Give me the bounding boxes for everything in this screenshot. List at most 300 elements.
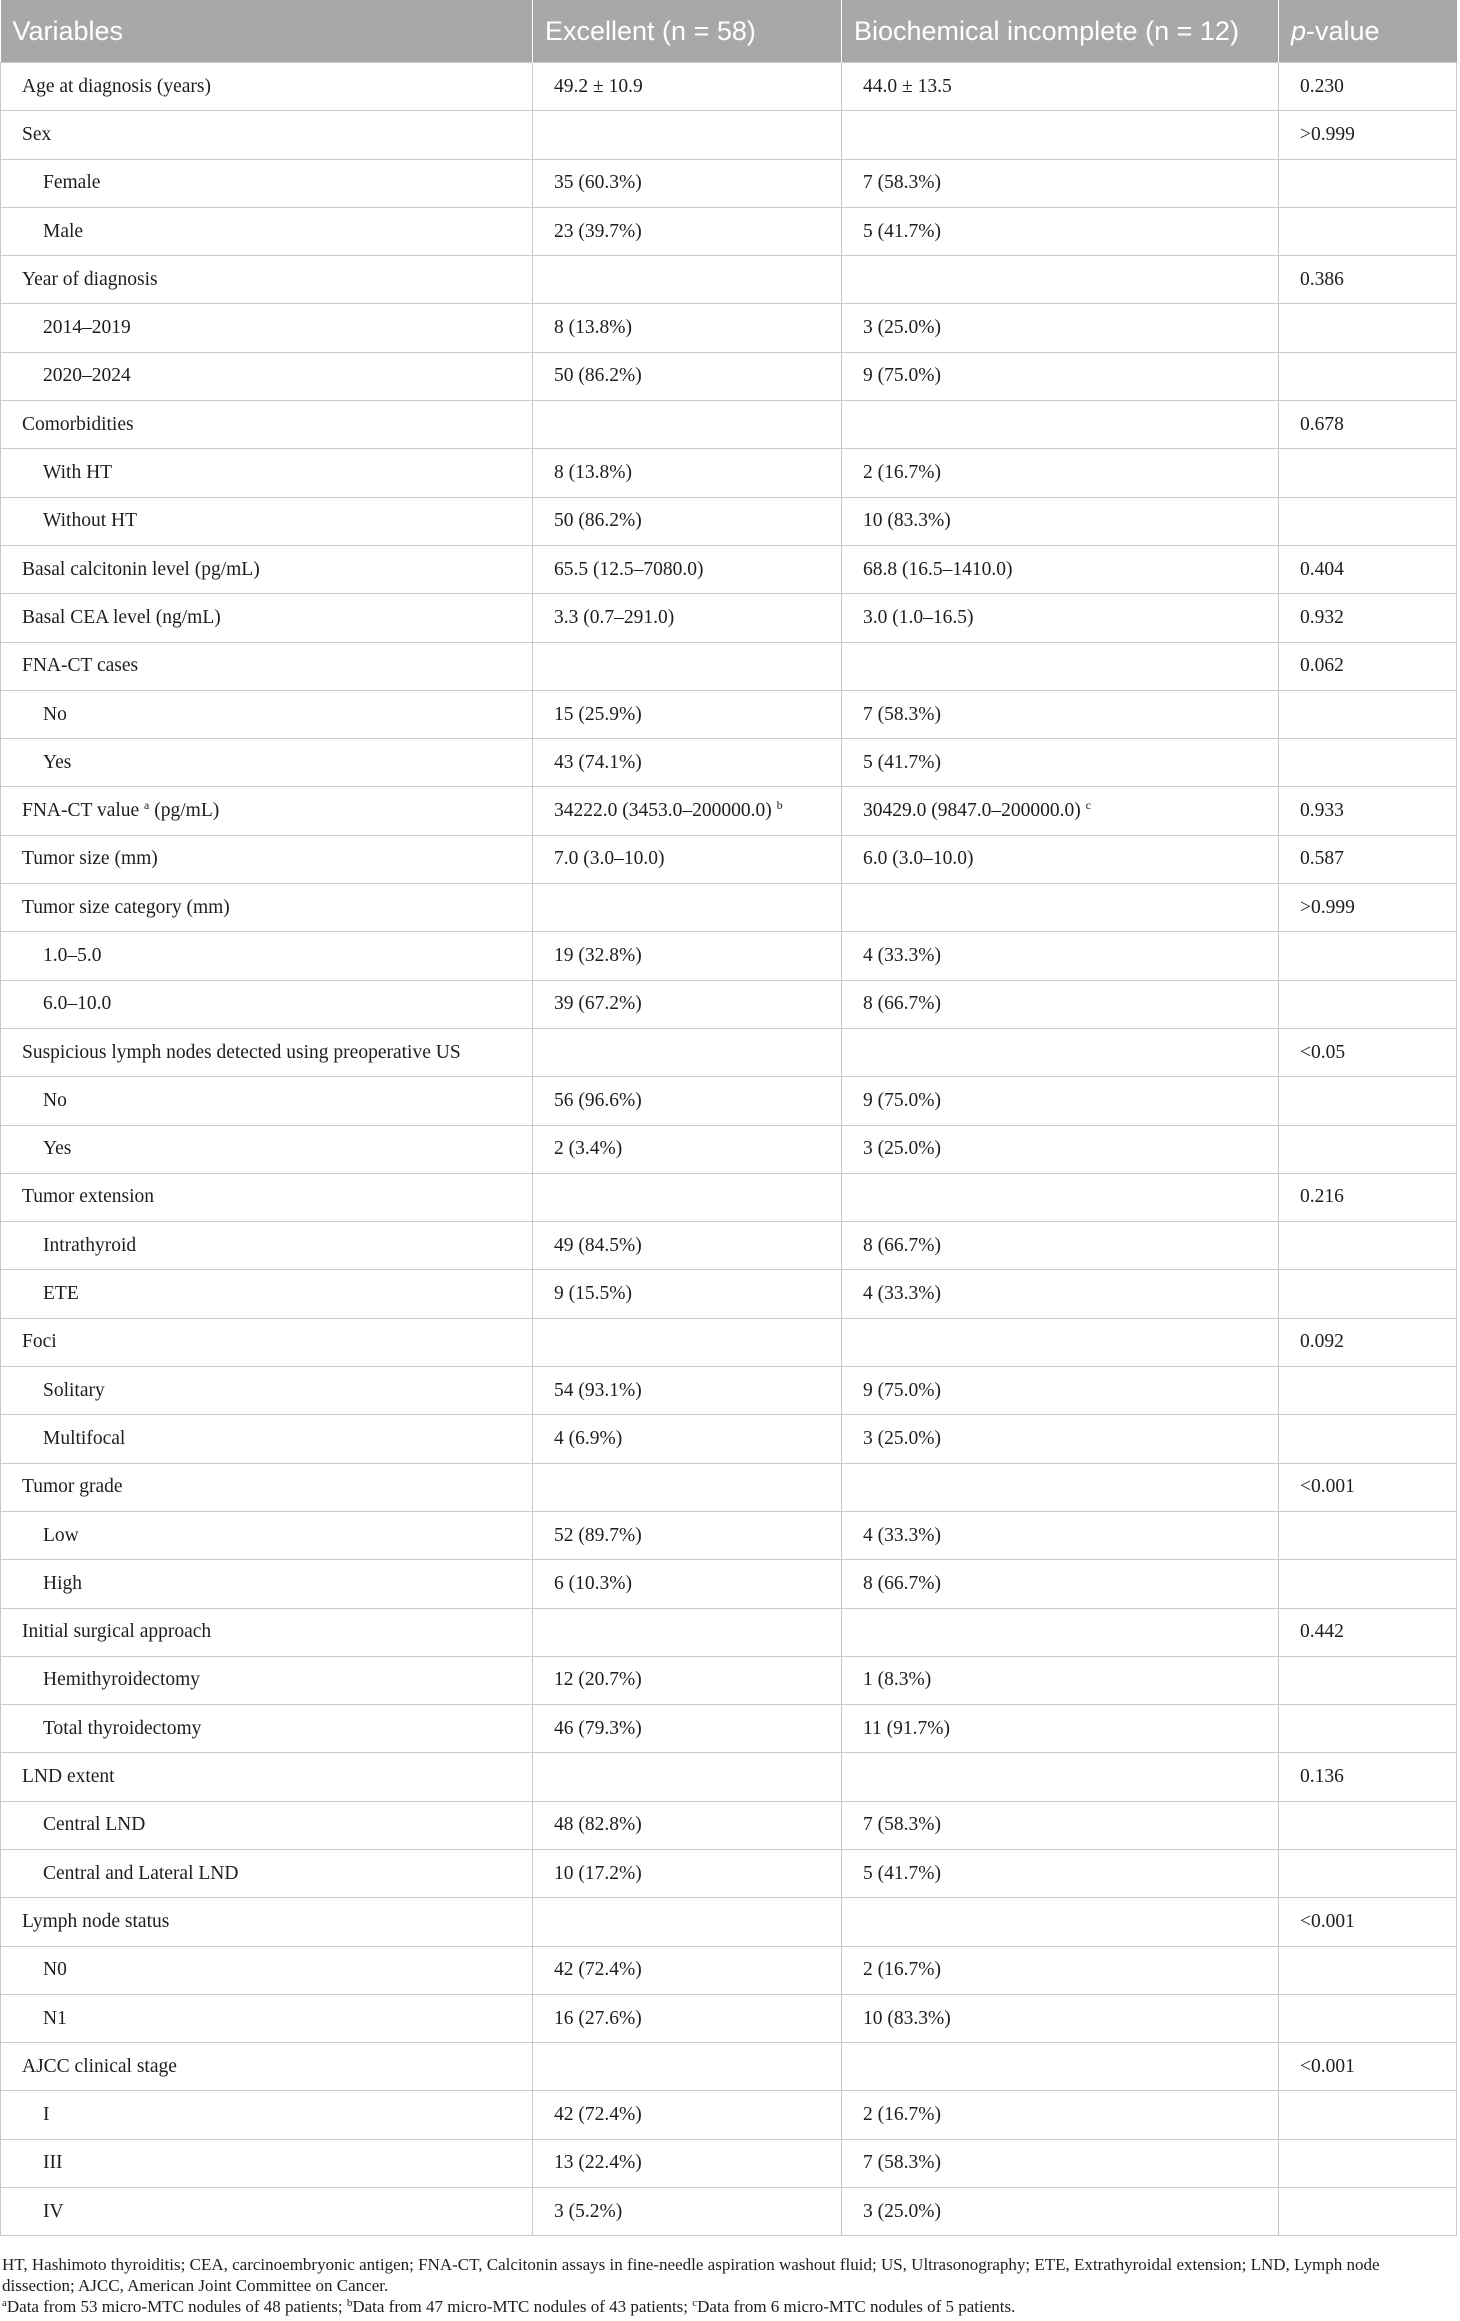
variable-cell-text: Suspicious lymph nodes detected using preoperative US (22, 1041, 461, 1063)
biochemical-incomplete-cell (842, 352, 1279, 400)
excellent-cell-text: 46 (79.3%) (554, 1717, 642, 1739)
excellent-cell (533, 739, 842, 787)
table-row (1, 1608, 1457, 1656)
p-value-cell (1279, 1705, 1457, 1753)
variable-cell (1, 1222, 533, 1270)
excellent-cell-text: 50 (86.2%) (554, 365, 642, 387)
p-value-cell (1279, 545, 1457, 593)
table-row (1, 1705, 1457, 1753)
table-row (1, 642, 1457, 690)
header-variables: Variables (1, 0, 533, 63)
p-value-cell (1279, 1560, 1457, 1608)
excellent-cell (533, 63, 842, 111)
variable-cell (1, 304, 533, 352)
p-value-cell (1279, 1753, 1457, 1801)
data-source-note (2, 2296, 1456, 2317)
variable-cell (1, 1511, 533, 1559)
table-row (1, 545, 1457, 593)
excellent-cell-text: 7.0 (3.0–10.0) (554, 848, 665, 870)
biochemical-incomplete-cell (842, 545, 1279, 593)
variable-cell-text: Without HT (43, 510, 137, 532)
p-value-cell-text: 0.678 (1300, 413, 1344, 435)
variable-cell (1, 1028, 533, 1076)
variable-cell-text: I (43, 2104, 50, 2126)
excellent-cell-text: 42 (72.4%) (554, 1959, 642, 1981)
biochemical-incomplete-cell-text: 7 (58.3%) (863, 1814, 941, 1836)
p-value-cell (1279, 642, 1457, 690)
excellent-cell-text: 16 (27.6%) (554, 2007, 642, 2029)
biochemical-incomplete-cell-text: 3 (25.0%) (863, 2200, 941, 2222)
p-value-cell-text: <0.001 (1300, 2055, 1355, 2077)
table-row (1, 1463, 1457, 1511)
biochemical-incomplete-cell (842, 1270, 1279, 1318)
biochemical-incomplete-cell-text: 2 (16.7%) (863, 462, 941, 484)
variable-cell-text: Yes (43, 751, 72, 773)
variable-cell (1, 2188, 533, 2236)
variable-cell (1, 2139, 533, 2187)
p-value-cell-text: 0.386 (1300, 268, 1344, 290)
excellent-cell (533, 401, 842, 449)
excellent-cell (533, 497, 842, 545)
p-value-cell (1279, 1801, 1457, 1849)
excellent-cell (533, 594, 842, 642)
table-row (1, 1849, 1457, 1897)
p-value-cell (1279, 352, 1457, 400)
biochemical-incomplete-cell-text: 7 (58.3%) (863, 2152, 941, 2174)
variable-cell (1, 207, 533, 255)
variable-cell (1, 2043, 533, 2091)
p-value-cell (1279, 497, 1457, 545)
table-row (1, 1125, 1457, 1173)
p-value-cell (1279, 980, 1457, 1028)
biochemical-incomplete-cell (842, 1222, 1279, 1270)
p-value-cell (1279, 1656, 1457, 1704)
excellent-cell-text: 39 (67.2%) (554, 993, 642, 1015)
variable-cell (1, 1753, 533, 1801)
excellent-cell (533, 642, 842, 690)
variable-cell-text: Tumor extension (22, 1186, 154, 1208)
variable-cell-text: 2014–2019 (43, 317, 131, 339)
variable-cell (1, 642, 533, 690)
p-value-cell (1279, 63, 1457, 111)
table-row (1, 2043, 1457, 2091)
table-row (1, 1560, 1457, 1608)
p-value-cell (1279, 932, 1457, 980)
biochemical-incomplete-cell (842, 835, 1279, 883)
variable-cell-text: ETE (43, 1283, 79, 1305)
variable-cell (1, 594, 533, 642)
variable-cell (1, 1946, 533, 1994)
excellent-cell (533, 1705, 842, 1753)
table-header (1, 0, 1457, 63)
excellent-cell (533, 256, 842, 304)
p-value-cell (1279, 739, 1457, 787)
p-value-cell (1279, 1270, 1457, 1318)
excellent-cell-text: 54 (93.1%) (554, 1379, 642, 1401)
variable-cell-text: 2020–2024 (43, 365, 131, 387)
excellent-cell-text: 49 (84.5%) (554, 1234, 642, 1256)
variable-cell-text: Yes (43, 1138, 72, 1160)
variable-cell-text: N1 (43, 2007, 67, 2029)
variable-cell (1, 1898, 533, 1946)
excellent-cell (533, 304, 842, 352)
p-value-cell (1279, 401, 1457, 449)
biochemical-incomplete-cell-text: 44.0 ± 13.5 (863, 75, 952, 97)
header-biochemical-incomplete: Biochemical incomplete (n = 12) (842, 0, 1279, 63)
biochemical-incomplete-cell-text: 9 (75.0%) (863, 365, 941, 387)
p-value-cell (1279, 1222, 1457, 1270)
table-row (1, 256, 1457, 304)
excellent-cell (533, 1511, 842, 1559)
table-row (1, 111, 1457, 159)
header-excellent: Excellent (n = 58) (533, 0, 842, 63)
table-row (1, 2139, 1457, 2187)
variable-cell-text: 1.0–5.0 (43, 944, 102, 966)
variable-cell-text: LND extent (22, 1766, 115, 1788)
excellent-cell (533, 1560, 842, 1608)
excellent-cell (533, 2043, 842, 2091)
table-row (1, 980, 1457, 1028)
table-row (1, 304, 1457, 352)
table-row (1, 1173, 1457, 1221)
p-value-cell-text: 0.587 (1300, 848, 1344, 870)
excellent-cell (533, 1801, 842, 1849)
variable-cell-text: Initial surgical approach (22, 1621, 212, 1643)
p-value-cell (1279, 690, 1457, 738)
biochemical-incomplete-cell (842, 594, 1279, 642)
biochemical-incomplete-cell (842, 497, 1279, 545)
variable-cell-text: High (43, 1572, 82, 1594)
variable-cell (1, 2091, 533, 2139)
biochemical-incomplete-cell (842, 1946, 1279, 1994)
table-row (1, 932, 1457, 980)
biochemical-incomplete-cell (842, 1849, 1279, 1897)
variable-cell (1, 787, 533, 835)
biochemical-incomplete-cell (842, 1367, 1279, 1415)
p-value-cell-text: <0.05 (1300, 1041, 1346, 1063)
table-row (1, 1270, 1457, 1318)
biochemical-incomplete-cell (842, 642, 1279, 690)
excellent-cell-text: 8 (13.8%) (554, 462, 632, 484)
biochemical-incomplete-cell-text: 3 (25.0%) (863, 1427, 941, 1449)
p-value-cell (1279, 1077, 1457, 1125)
table-row (1, 159, 1457, 207)
footnote-c-text: Data from 6 micro-MTC nodules of 5 patients. (697, 2297, 1016, 2316)
excellent-cell-text: 15 (25.9%) (554, 703, 642, 725)
table-row (1, 1656, 1457, 1704)
excellent-cell (533, 1028, 842, 1076)
table-row (1, 1222, 1457, 1270)
p-value-cell-text: 0.230 (1300, 75, 1344, 97)
biochemical-incomplete-cell (842, 2188, 1279, 2236)
table-row (1, 690, 1457, 738)
variable-cell-text: Age at diagnosis (years) (22, 75, 211, 97)
variable-cell (1, 497, 533, 545)
p-value-cell (1279, 1415, 1457, 1463)
variable-cell-text: Multifocal (43, 1427, 126, 1449)
biochemical-incomplete-cell-text: 1 (8.3%) (863, 1669, 932, 1691)
biochemical-incomplete-cell (842, 449, 1279, 497)
excellent-cell (533, 1608, 842, 1656)
header-row (1, 0, 1457, 63)
biochemical-incomplete-cell (842, 1656, 1279, 1704)
biochemical-incomplete-cell (842, 1028, 1279, 1076)
variable-cell-text: III (43, 2152, 63, 2174)
variable-cell (1, 1801, 533, 1849)
variable-cell (1, 884, 533, 932)
p-value-cell-text: >0.999 (1300, 123, 1355, 145)
excellent-cell (533, 1849, 842, 1897)
excellent-cell-text: 13 (22.4%) (554, 2152, 642, 2174)
p-value-cell-text: 0.442 (1300, 1621, 1344, 1643)
excellent-cell (533, 1173, 842, 1221)
variable-cell (1, 1077, 533, 1125)
variable-cell (1, 1367, 533, 1415)
footnote-c-mark: c (692, 2297, 698, 2309)
excellent-cell-text: 43 (74.1%) (554, 751, 642, 773)
biochemical-incomplete-cell-text: 3 (25.0%) (863, 317, 941, 339)
variable-cell (1, 690, 533, 738)
table-row (1, 1028, 1457, 1076)
excellent-cell (533, 449, 842, 497)
excellent-cell (533, 2188, 842, 2236)
biochemical-incomplete-cell-text: 7 (58.3%) (863, 703, 941, 725)
biochemical-incomplete-cell (842, 304, 1279, 352)
biochemical-incomplete-cell (842, 690, 1279, 738)
excellent-cell-text: 10 (17.2%) (554, 1862, 642, 1884)
p-value-cell (1279, 2188, 1457, 2236)
biochemical-incomplete-cell (842, 1463, 1279, 1511)
variable-cell (1, 1270, 533, 1318)
biochemical-incomplete-cell-text: 9 (75.0%) (863, 1089, 941, 1111)
p-value-cell-text: 0.216 (1300, 1186, 1344, 1208)
variable-cell-text: Tumor size (mm) (22, 848, 158, 870)
variable-cell-text: AJCC clinical stage (22, 2055, 177, 2077)
table-row (1, 63, 1457, 111)
biochemical-incomplete-cell (842, 1898, 1279, 1946)
variable-cell (1, 1318, 533, 1366)
variable-cell-text: Tumor size category (mm) (22, 896, 230, 918)
variable-cell-text: Solitary (43, 1379, 105, 1401)
table-row (1, 352, 1457, 400)
excellent-cell (533, 1463, 842, 1511)
p-value-cell (1279, 304, 1457, 352)
p-value-cell (1279, 1946, 1457, 1994)
footnote-marker: c (1085, 798, 1091, 813)
excellent-cell-text: 3.3 (0.7–291.0) (554, 606, 675, 628)
excellent-cell (533, 1415, 842, 1463)
variable-cell (1, 835, 533, 883)
p-value-cell (1279, 1898, 1457, 1946)
biochemical-incomplete-cell (842, 1753, 1279, 1801)
table-footnotes (0, 2254, 1456, 2317)
excellent-cell (533, 690, 842, 738)
variable-cell-text: Male (43, 220, 84, 242)
p-value-cell (1279, 835, 1457, 883)
excellent-cell-text: 42 (72.4%) (554, 2104, 642, 2126)
biochemical-incomplete-cell (842, 1705, 1279, 1753)
p-value-cell (1279, 2139, 1457, 2187)
variable-cell (1, 932, 533, 980)
p-value-cell-text: >0.999 (1300, 896, 1355, 918)
biochemical-incomplete-cell-text: 68.8 (16.5–1410.0) (863, 558, 1013, 580)
table-row (1, 1753, 1457, 1801)
biochemical-incomplete-cell-text: 3.0 (1.0–16.5) (863, 606, 974, 628)
header-p-rest: -value (1306, 15, 1380, 46)
table-row (1, 1415, 1457, 1463)
table-row (1, 1946, 1457, 1994)
excellent-cell (533, 352, 842, 400)
variable-cell-text: FNA-CT value (22, 800, 140, 822)
biochemical-incomplete-cell (842, 787, 1279, 835)
variable-cell-text: Central LND (43, 1814, 146, 1836)
biochemical-incomplete-cell (842, 207, 1279, 255)
excellent-cell-text: 6 (10.3%) (554, 1572, 632, 1594)
variable-cell-text: Low (43, 1524, 79, 1546)
table-row (1, 1077, 1457, 1125)
p-value-cell (1279, 1125, 1457, 1173)
table-row (1, 401, 1457, 449)
p-value-cell (1279, 256, 1457, 304)
biochemical-incomplete-cell-text: 5 (41.7%) (863, 220, 941, 242)
variable-cell-text: Year of diagnosis (22, 268, 158, 290)
excellent-cell (533, 1367, 842, 1415)
excellent-cell (533, 787, 842, 835)
variable-cell-text: Total thyroidectomy (43, 1717, 202, 1739)
footnote-b-text: Data from 47 micro-MTC nodules of 43 patients; (352, 2297, 693, 2316)
biochemical-incomplete-cell-text: 4 (33.3%) (863, 1283, 941, 1305)
p-value-cell-text: 0.136 (1300, 1766, 1344, 1788)
excellent-cell (533, 884, 842, 932)
biochemical-incomplete-cell (842, 884, 1279, 932)
p-value-cell (1279, 1849, 1457, 1897)
table-row (1, 1318, 1457, 1366)
excellent-cell (533, 1656, 842, 1704)
variable-cell (1, 1463, 533, 1511)
p-value-cell-text: 0.933 (1300, 800, 1344, 822)
biochemical-incomplete-cell (842, 980, 1279, 1028)
excellent-cell-text: 48 (82.8%) (554, 1814, 642, 1836)
footnote-marker: a (144, 798, 150, 813)
variable-cell (1, 1705, 533, 1753)
p-value-cell (1279, 1608, 1457, 1656)
p-value-cell (1279, 2091, 1457, 2139)
p-value-cell (1279, 449, 1457, 497)
excellent-cell-text: 56 (96.6%) (554, 1089, 642, 1111)
variable-cell (1, 256, 533, 304)
variable-cell (1, 1608, 533, 1656)
variable-cell (1, 739, 533, 787)
excellent-cell (533, 1318, 842, 1366)
variable-cell-text: Central and Lateral LND (43, 1862, 239, 1884)
excellent-cell (533, 1994, 842, 2042)
biochemical-incomplete-cell (842, 2139, 1279, 2187)
variable-unit: (pg/mL) (154, 800, 220, 822)
biochemical-incomplete-cell-text: 10 (83.3%) (863, 510, 951, 532)
biochemical-incomplete-cell (842, 1994, 1279, 2042)
p-value-cell-text: 0.092 (1300, 1331, 1344, 1353)
excellent-cell (533, 1077, 842, 1125)
p-value-cell-text: 0.404 (1300, 558, 1344, 580)
biochemical-incomplete-cell-text: 3 (25.0%) (863, 1138, 941, 1160)
table-row (1, 835, 1457, 883)
variable-cell-text: FNA-CT cases (22, 655, 139, 677)
variable-cell-text: With HT (43, 462, 113, 484)
variable-cell (1, 63, 533, 111)
excellent-cell-text: 12 (20.7%) (554, 1669, 642, 1691)
table-row (1, 1511, 1457, 1559)
table-row (1, 2091, 1457, 2139)
biochemical-incomplete-cell-text: 2 (16.7%) (863, 1959, 941, 1981)
variable-cell-text: IV (43, 2200, 64, 2222)
biochemical-incomplete-cell (842, 159, 1279, 207)
excellent-cell (533, 1898, 842, 1946)
biochemical-incomplete-cell (842, 256, 1279, 304)
p-value-cell (1279, 1318, 1457, 1366)
table-body (1, 63, 1457, 2236)
biochemical-incomplete-cell (842, 1511, 1279, 1559)
excellent-cell (533, 1222, 842, 1270)
excellent-cell (533, 207, 842, 255)
biochemical-incomplete-cell (842, 739, 1279, 787)
p-value-cell-text: 0.932 (1300, 606, 1344, 628)
table-row (1, 497, 1457, 545)
variable-cell (1, 449, 533, 497)
table-row (1, 1898, 1457, 1946)
variable-cell-text: Intrathyroid (43, 1234, 137, 1256)
biochemical-incomplete-cell (842, 1801, 1279, 1849)
excellent-cell-text: 9 (15.5%) (554, 1283, 632, 1305)
table-row (1, 449, 1457, 497)
biochemical-incomplete-cell-text: 11 (91.7%) (863, 1717, 951, 1739)
table-row (1, 787, 1457, 835)
p-value-cell (1279, 207, 1457, 255)
excellent-cell-text: 52 (89.7%) (554, 1524, 642, 1546)
excellent-cell-text: 35 (60.3%) (554, 172, 642, 194)
biochemical-incomplete-cell-text: 8 (66.7%) (863, 1572, 941, 1594)
p-value-cell (1279, 594, 1457, 642)
variable-cell (1, 1994, 533, 2042)
excellent-cell (533, 1946, 842, 1994)
p-value-cell-text: 0.062 (1300, 655, 1344, 677)
biochemical-incomplete-cell-text: 7 (58.3%) (863, 172, 941, 194)
excellent-cell-text: 2 (3.4%) (554, 1138, 623, 1160)
biochemical-incomplete-cell (842, 1608, 1279, 1656)
variable-cell (1, 1125, 533, 1173)
biochemical-incomplete-cell (842, 111, 1279, 159)
variable-cell-text: N0 (43, 1959, 67, 1981)
biochemical-incomplete-cell-text: 10 (83.3%) (863, 2007, 951, 2029)
variable-cell (1, 545, 533, 593)
variable-cell (1, 401, 533, 449)
excellent-cell (533, 1753, 842, 1801)
excellent-cell-text: 4 (6.9%) (554, 1427, 623, 1449)
p-value-cell (1279, 787, 1457, 835)
excellent-cell (533, 1270, 842, 1318)
excellent-cell (533, 980, 842, 1028)
variable-cell (1, 980, 533, 1028)
p-value-cell (1279, 884, 1457, 932)
excellent-cell (533, 111, 842, 159)
biochemical-incomplete-cell (842, 1318, 1279, 1366)
excellent-cell (533, 2139, 842, 2187)
table-row (1, 207, 1457, 255)
biochemical-incomplete-cell (842, 2091, 1279, 2139)
biochemical-incomplete-cell-text: 2 (16.7%) (863, 2104, 941, 2126)
p-value-cell (1279, 111, 1457, 159)
variable-cell-text: Hemithyroidectomy (43, 1669, 201, 1691)
variable-cell (1, 111, 533, 159)
